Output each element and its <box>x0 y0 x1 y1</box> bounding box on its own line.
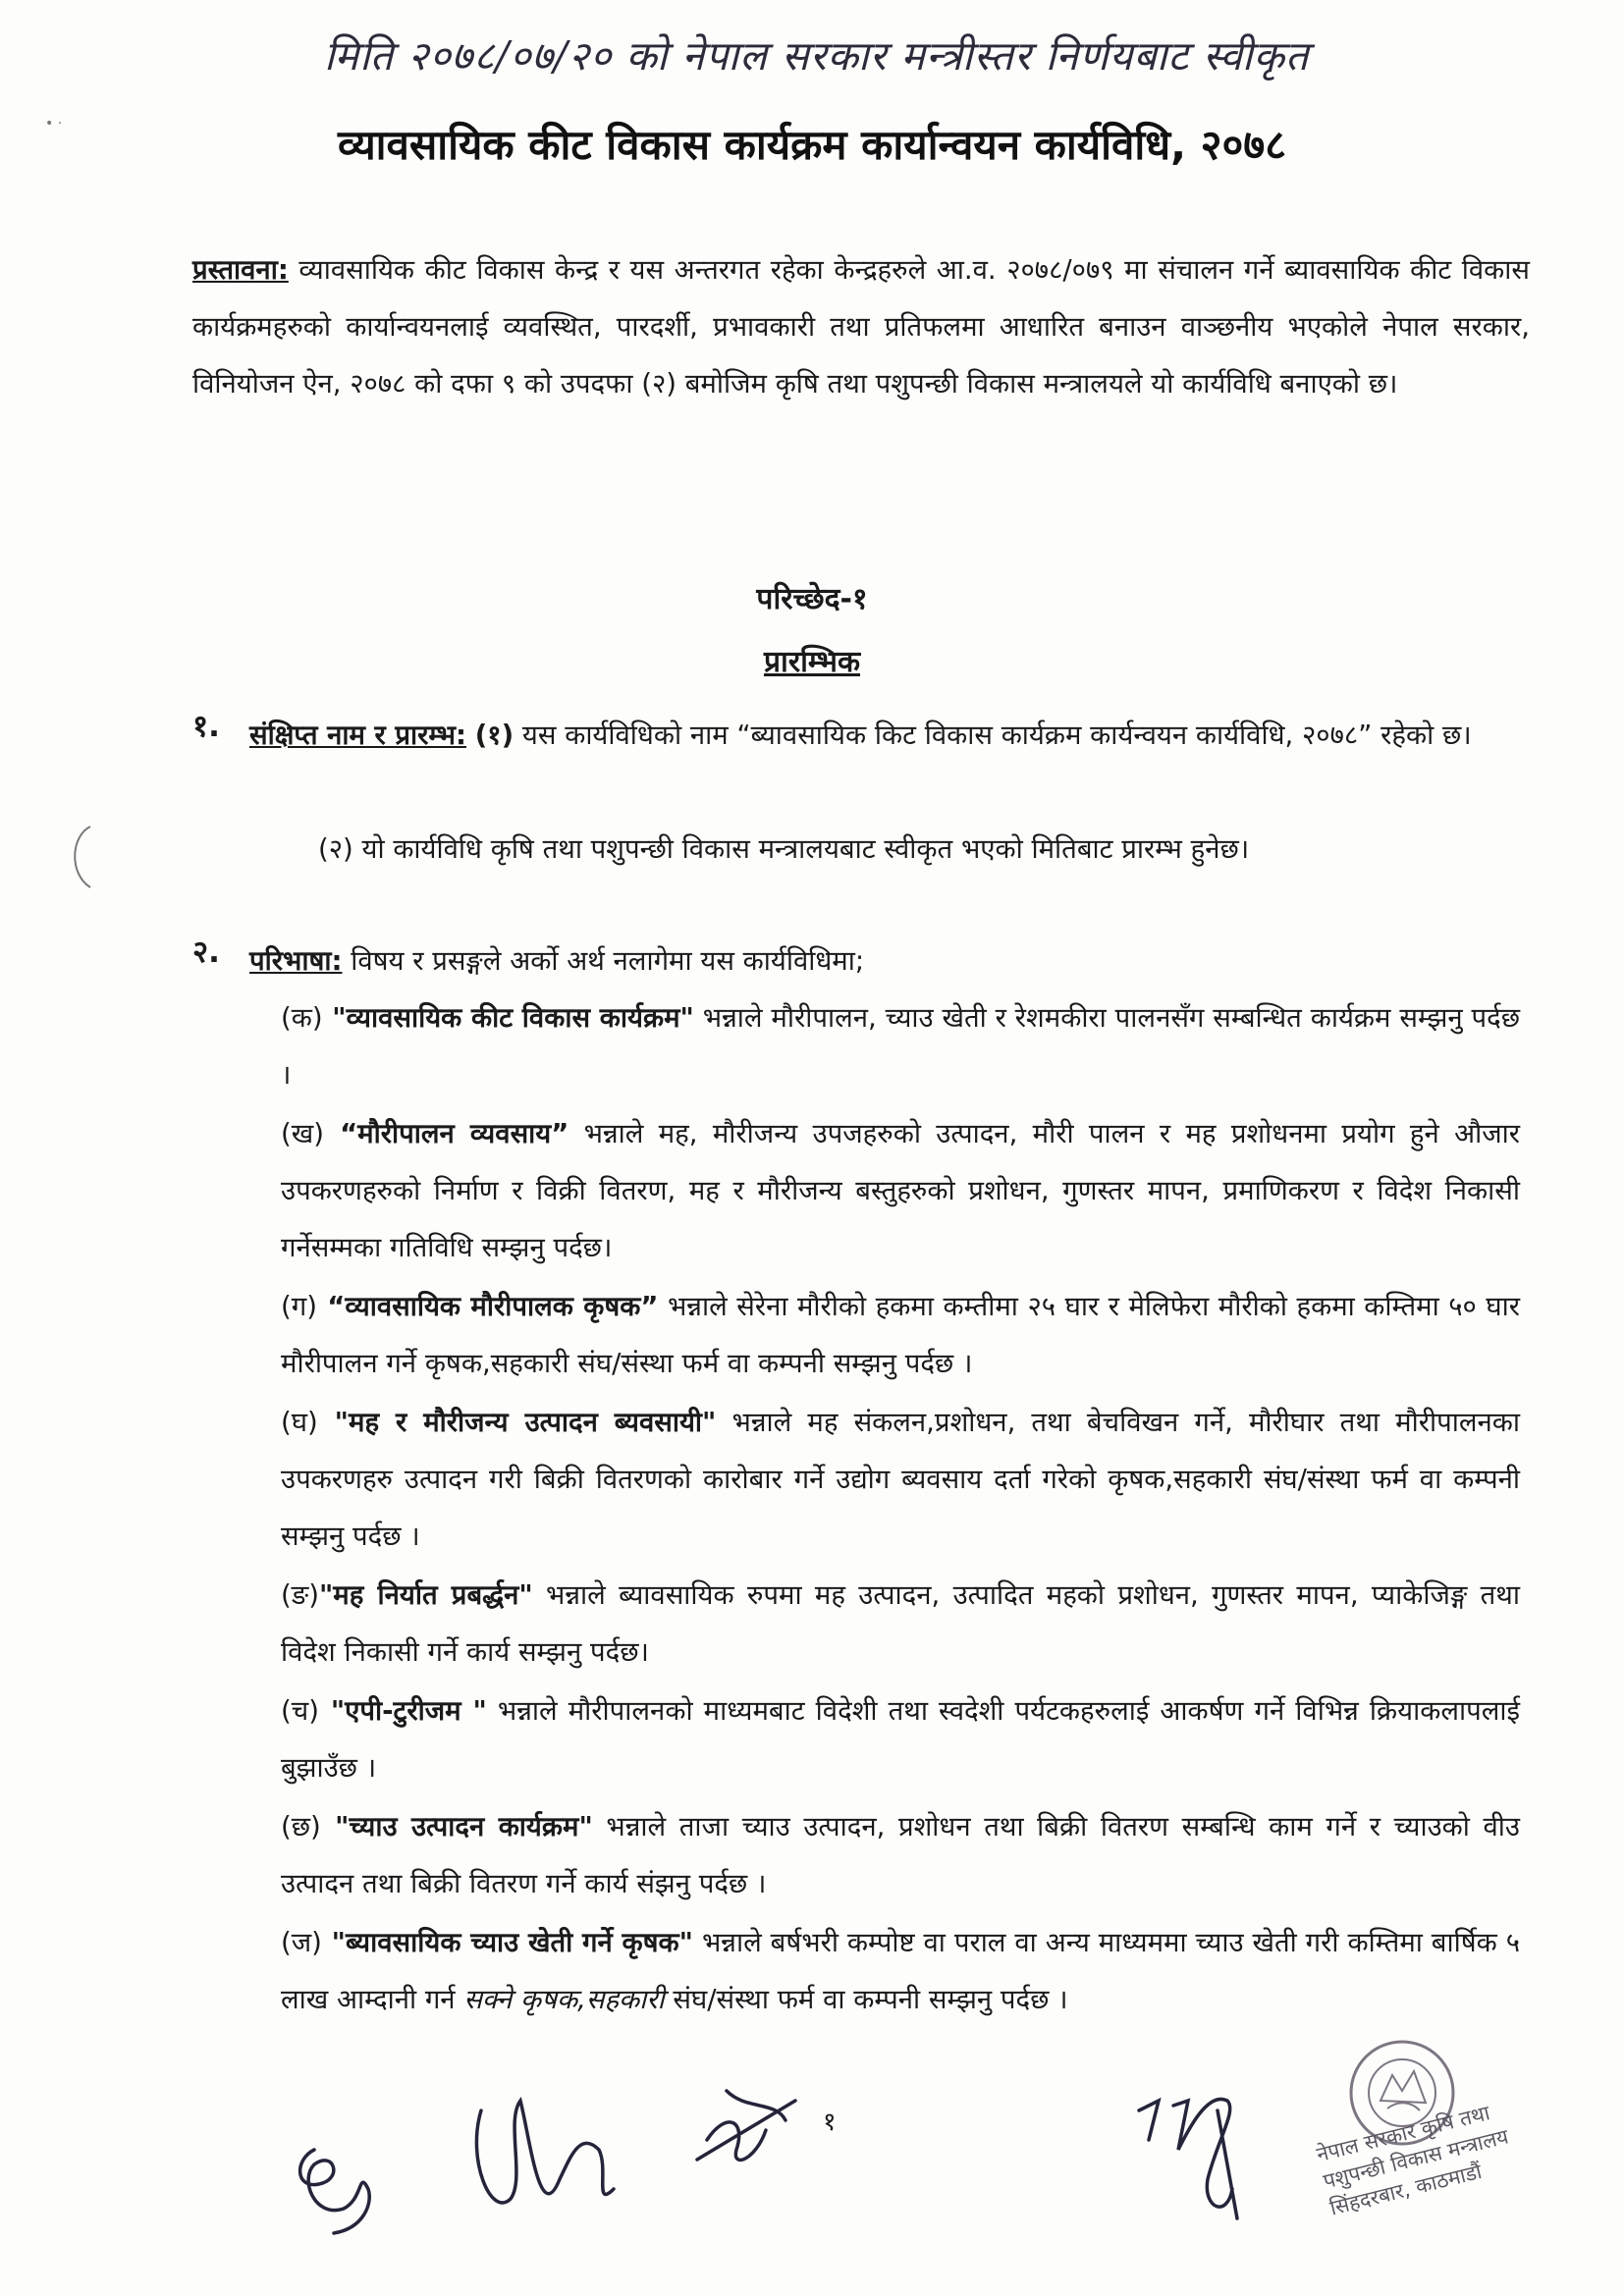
section-2-number: २. <box>192 934 220 970</box>
official-stamp <box>1294 2032 1549 2228</box>
definition-chha: (छ) "च्याउ उत्पादन कार्यक्रम" भन्नाले ताजा च्याउ उत्पादन, प्रशोधन तथा बिक्री वितरण सम्बन्धि काम गर्ने र च्याउको वीउ उत्पादन तथा बिक्री वितरण गर्ने कार्य संझनु पर्दछ । <box>281 1811 1520 1899</box>
definition-ja: (ज) "ब्यावसायिक च्याउ खेती गर्ने कृषक" भन्नाले बर्षभरी कम्पोष्ट वा पराल वा अन्य माध्यममा च्याउ खेती गरी कम्तिमा बार्षिक ५ लाख आम्दानी गर्न सक्ने कृषक,सहकारी संघ/संस्था फर्म वा कम्पनी सम्झनु पर्दछ । <box>281 1927 1520 2015</box>
definition-nga: (ङ)"मह निर्यात प्रबर्द्धन" भन्नाले ब्यावसायिक रुपमा मह उत्पादन, उत्पादित महको प्रशोधन, गुणस्तर मापन, प्याकेजिङ्ग तथा विदेश निकासी गर्ने कार्य सम्झनु पर्दछ। <box>281 1579 1520 1668</box>
definition-kha: (ख) “मौरीपालन व्यवसाय” भन्नाले मह, मौरीजन्य उपजहरुको उत्पादन, मौरी पालन र मह प्रशोधनमा प्रयोग हुने औजार उपकरणहरुको निर्माण र विक्री वितरण, मह र मौरीजन्य बस्तुहरुको प्रशोधन, गुणस्तर मापन, प्रमाणिकरण र विदेश निकासी गर्नेसम्मका गतिविधि सम्झनु पर्दछ। <box>281 1118 1520 1263</box>
section-1-sub2: (२) यो कार्यविधि कृषि तथा पशुपन्छी विकास मन्त्रालयबाट स्वीकृत भएको मितिबाट प्रारम्भ हुनेछ। <box>318 833 1250 865</box>
chapter-title: प्रारम्भिक <box>763 645 860 679</box>
signature-3 <box>687 2071 815 2189</box>
definition-ga: (ग) “व्यावसायिक मौरीपालक कृषक” भन्नाले सेरेना मौरीको हकमा कम्तीमा २५ घार र मेलिफेरा मौरीको हकमा कम्तिमा ५० घार मौरीपालन गर्ने कृषक,सहकारी संघ/संस्था फर्म वा कम्पनी सम्झनु पर्दछ । <box>281 1291 1520 1379</box>
definition-cha: (च) "एपी-टुरीजम " भन्नाले मौरीपालनको माध्यमबाट विदेशी तथा स्वदेशी पर्यटकहरुलाई आकर्षण गर्ने विभिन्न क्रियाकलापलाई बुझाउँछ । <box>281 1695 1521 1784</box>
section-1 <box>249 707 1526 764</box>
preamble-text: व्यावसायिक कीट विकास केन्द्र र यस अन्तरगत रहेका केन्द्रहरुले आ.व. २०७८/०७९ मा संचालन गर्ने ब्यावसायिक कीट विकास कार्यक्रमहरुको कार्यान्वयनलाई व्यवस्थित, पारदर्शी, प्रभावकारी तथा प्रतिफलमा आधारित बनाउन वाञ्छनीय भएकोले नेपाल सरकार, विनियोजन ऐन, २०७८ को दफा ९ को उपदफा (२) बमोजिम कृषि तथा पशुपन्छी विकास मन्त्रालयले यो कार्यविधि बनाएको छ। <box>192 254 1530 400</box>
section-1-sub1-text: यस कार्यविधिको नाम “ब्यावसायिक किट विकास कार्यक्रम कार्यन्वयन कार्यविधि, २०७८” रहेको छ। <box>514 720 1472 751</box>
handwritten-approval-note: मिति २०७८/०७/२० को नेपाल सरकार मन्त्रीस्तर निर्णयबाट स्वीकृत <box>324 32 1310 80</box>
definition-gha: (घ) "मह र मौरीजन्य उत्पादन ब्यवसायी" भन्नाले मह संकलन,प्रशोधन, तथा बेचविखन गर्ने, मौरीघार तथा मौरीपालनका उपकरणहरु उत्पादन गरी बिक्री वितरणको कारोबार गर्ने उद्योग ब्यवसाय दर्ता गरेको कृषक,सहकारी संघ/संस्था फर्म वा कम्पनी सम्झनु पर्दछ । <box>281 1407 1520 1552</box>
preamble <box>192 241 1530 412</box>
document-title: व्यावसायिक कीट विकास कार्यक्रम कार्यान्वयन कार्यविधि, २०७८ <box>337 121 1287 169</box>
signature-1 <box>275 2130 393 2248</box>
section-2-intro <box>249 933 1526 989</box>
margin-dots: • · <box>45 116 63 132</box>
section-2-intro-text: विषय र प्रसङ्गले अर्को अर्थ नलागेमा यस कार्यविधिमा; <box>342 945 865 977</box>
signature-2 <box>452 2081 638 2248</box>
section-1-number: १. <box>192 709 220 744</box>
stamp-text: नेपाल सरकार कृषि तथा पशुपन्छी विकास मन्त्रालय सिंहदरबार, काठमाडौं <box>1314 2101 1511 2220</box>
chapter-number: परिच्छेद-१ <box>756 582 868 616</box>
section-1-heading: संक्षिप्त नाम र प्रारम्भ: <box>249 720 466 751</box>
definition-ka: (क) "व्यावसायिक कीट विकास कार्यक्रम" भन्नाले मौरीपालन, च्याउ खेती र रेशमकीरा पालनसँग सम्बन्धित कार्यक्रम सम्झनु पर्दछ । <box>281 1002 1521 1091</box>
signature-4 <box>1119 2071 1267 2238</box>
margin-mark <box>61 823 100 891</box>
section-2-heading: परिभाषा: <box>249 945 343 977</box>
page-number: १ <box>823 2108 837 2137</box>
preamble-label: प्रस्तावना: <box>192 254 289 286</box>
section-1-sub1-marker: (१) <box>474 720 514 751</box>
